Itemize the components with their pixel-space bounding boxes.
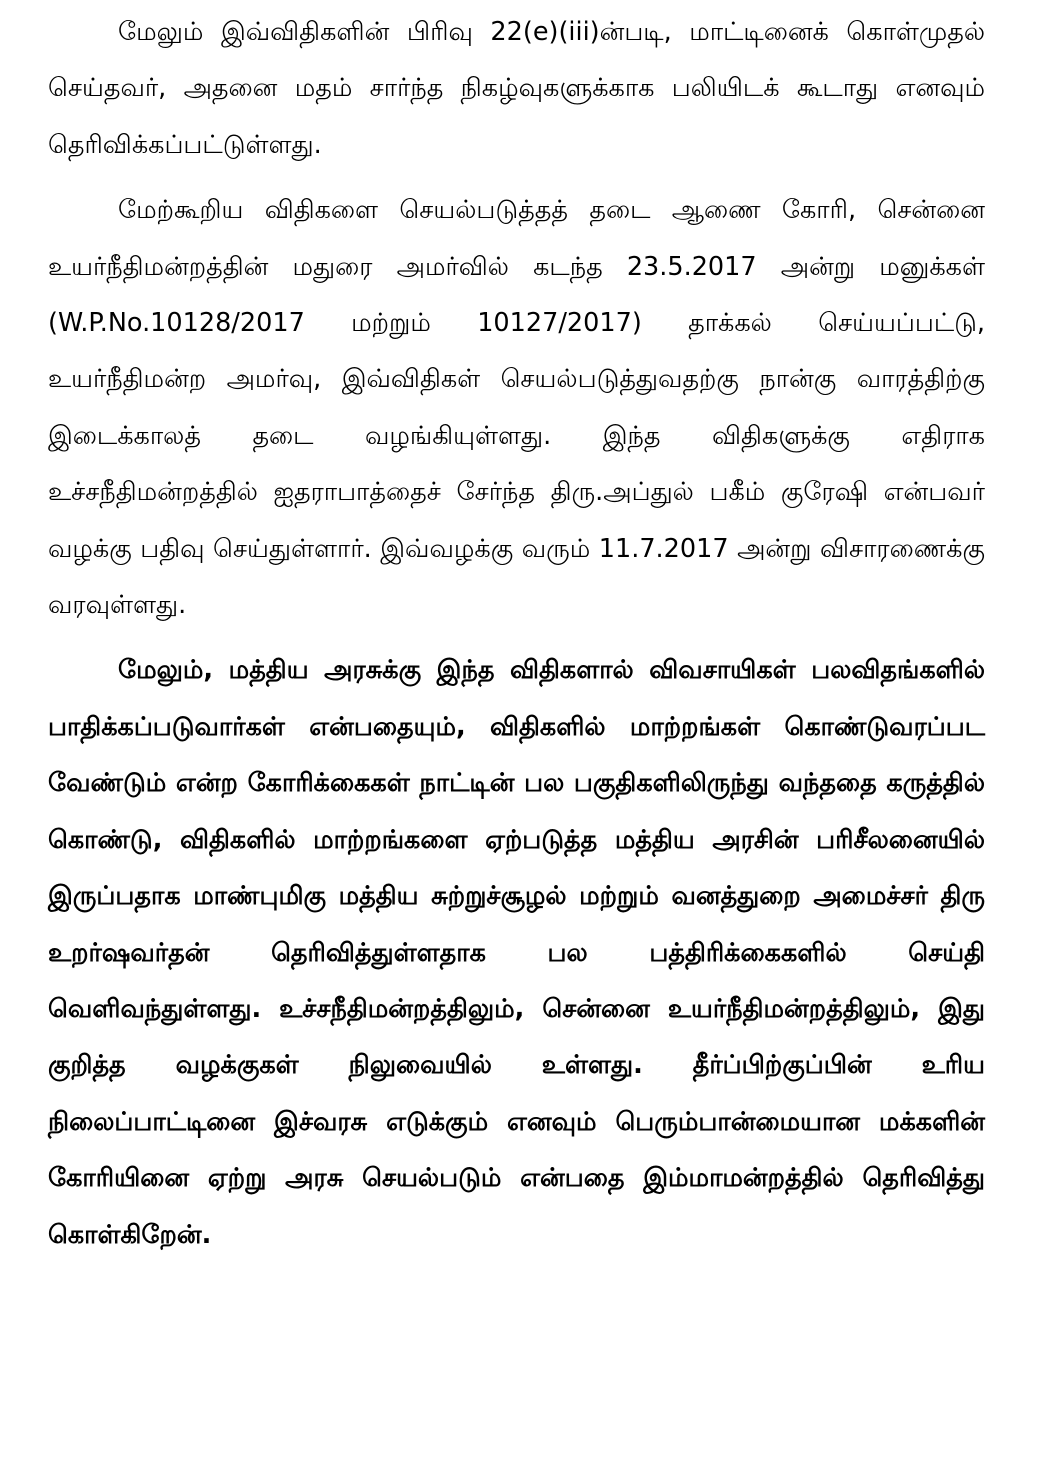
paragraph-court-stay: மேற்கூறிய விதிகளை செயல்படுத்தத் தடை ஆணை கோரி, சென்னை உயர்நீதிமன்றத்தின் மதுரை அமர்வில் கடந்த 23.5.2017 அன்று மனுக்கள் (W.P.No.10128/2017 மற்றும் 10127/2017) தாக்கல் செய்யப்பட்டு, உயர்நீதிமன்ற அமர்வு, இவ்விதிகள் செயல்படுத்துவதற்கு நான்கு வாரத்திற்கு இடைக்காலத் தடை வழங்கியுள்ளது. இந்த விதிகளுக்கு எதிராக உச்சநீதிமன்றத்தில் ஐதராபாத்தைச் சேர்ந்த திரு.அப்துல் பகீம் குரேஷி என்பவர் வழக்கு பதிவு செய்துள்ளார். இவ்வழக்கு வரும் 11.7.2017 அன்று விசாரணைக்கு வரவுள்ளது. [48, 195, 985, 621]
paragraph-government-position: மேலும், மத்திய அரசுக்கு இந்த விதிகளால் விவசாயிகள் பலவிதங்களில் பாதிக்கப்படுவார்கள் என்பதையும், விதிகளில் மாற்றங்கள் கொண்டுவரப்பட வேண்டும் என்ற கோரிக்கைகள் நாட்டின் பல பகுதிகளிலிருந்து வந்ததை கருத்தில் கொண்டு, விதிகளில் மாற்றங்களை ஏற்படுத்த மத்திய அரசின் பரிசீலனையில் இருப்பதாக மாண்புமிகு மத்திய சுற்றுச்சூழல் மற்றும் வனத்துறை அமைச்சர் திரு உறர்ஷவர்தன் தெரிவித்துள்ளதாக பல பத்திரிக்கைகளில் செய்தி வெளிவந்துள்ளது. உச்சநீதிமன்றத்திலும், சென்னை உயர்நீதிமன்றத்திலும், இது குறித்த வழக்குகள் நிலுவையில் உள்ளது. தீர்ப்பிற்குப்பின் உரிய நிலைப்பாட்டினை இச்வரசு எடுக்கும் எனவும் பெரும்பான்மையான மக்களின் கோரியினை ஏற்று அரசு செயல்படும் என்பதை இம்மாமன்றத்தில் தெரிவித்து கொள்கிறேன். [48, 655, 985, 1250]
paragraph-rule-22: மேலும் இவ்விதிகளின் பிரிவு 22(e)(iii)ன்படி, மாட்டினைக் கொள்முதல் செய்தவர், அதனை மதம் சார்ந்த நிகழ்வுகளுக்காக பலியிடக் கூடாது எனவும் தெரிவிக்கப்பட்டுள்ளது. [48, 17, 985, 160]
